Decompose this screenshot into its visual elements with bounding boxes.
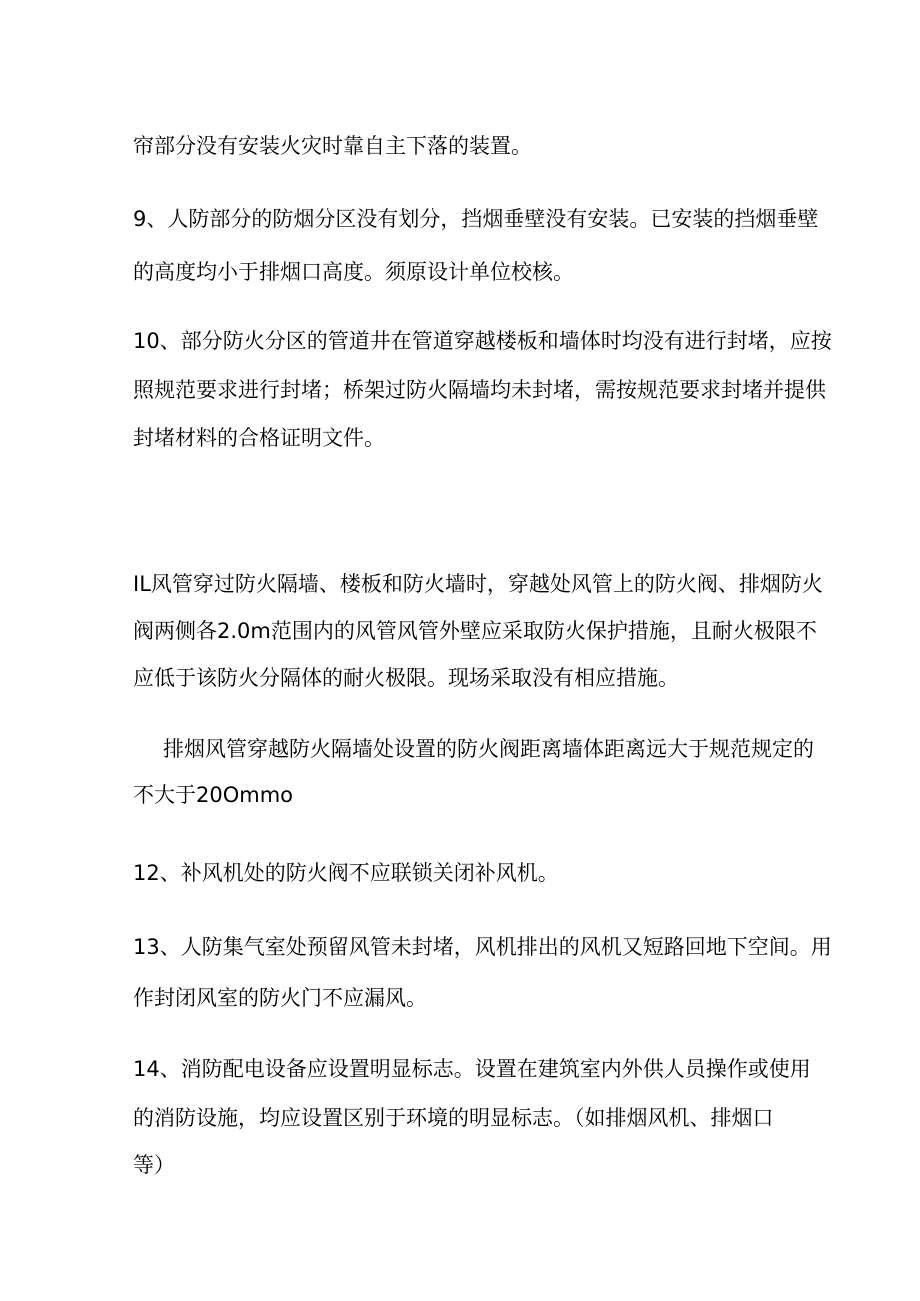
text-line: 等） (133, 1153, 175, 1177)
text-line: 封堵材料的合格证明文件。 (133, 426, 385, 450)
text-line: 排烟风管穿越防火隔墙处设置的防火阀距离墙体距离远大于规范规定的 (163, 737, 814, 761)
text-line: IL风管穿过防火隔墙、楼板和防火墙时，穿越处风管上的防火阀、排烟防火 (133, 572, 823, 596)
text-line: 应低于该防火分隔体的耐火极限。现场采取没有相应措施。 (133, 666, 679, 690)
text-line: 照规范要求进行封堵；桥架过防火隔墙均未封堵，需按规范要求封堵并提供 (133, 378, 826, 402)
text-line: 12、补风机处的防火阀不应联锁关闭补风机。 (133, 861, 559, 885)
text-line: 作封闭风室的防火门不应漏风。 (133, 986, 427, 1010)
text-line: 9、人防部分的防烟分区没有划分，挡烟垂壁没有安装。已安装的挡烟垂壁 (133, 207, 819, 231)
text-line: 的消防设施，均应设置区别于环境的明显标志。（如排烟风机、排烟口 (133, 1106, 774, 1130)
text-line: 14、消防配电设备应设置明显标志。设置在建筑室内外供人员操作或使用 (133, 1057, 811, 1081)
text-line: 的高度均小于排烟口高度。须原设计单位校核。 (133, 260, 574, 284)
text-line: 不大于20Ommo (133, 783, 294, 807)
text-line: 帘部分没有安装火灾时靠自主下落的装置。 (133, 134, 532, 158)
text-line: 13、人防集气室处预留风管未封堵，风机排出的风机又短路回地下空间。用 (133, 935, 832, 959)
text-line: 10、部分防火分区的管道井在管道穿越楼板和墙体时均没有进行封堵，应按 (133, 329, 832, 353)
text-line: 阀两侧各2.0m范围内的风管风管外壁应采取防火保护措施，且耐火极限不 (133, 619, 817, 643)
